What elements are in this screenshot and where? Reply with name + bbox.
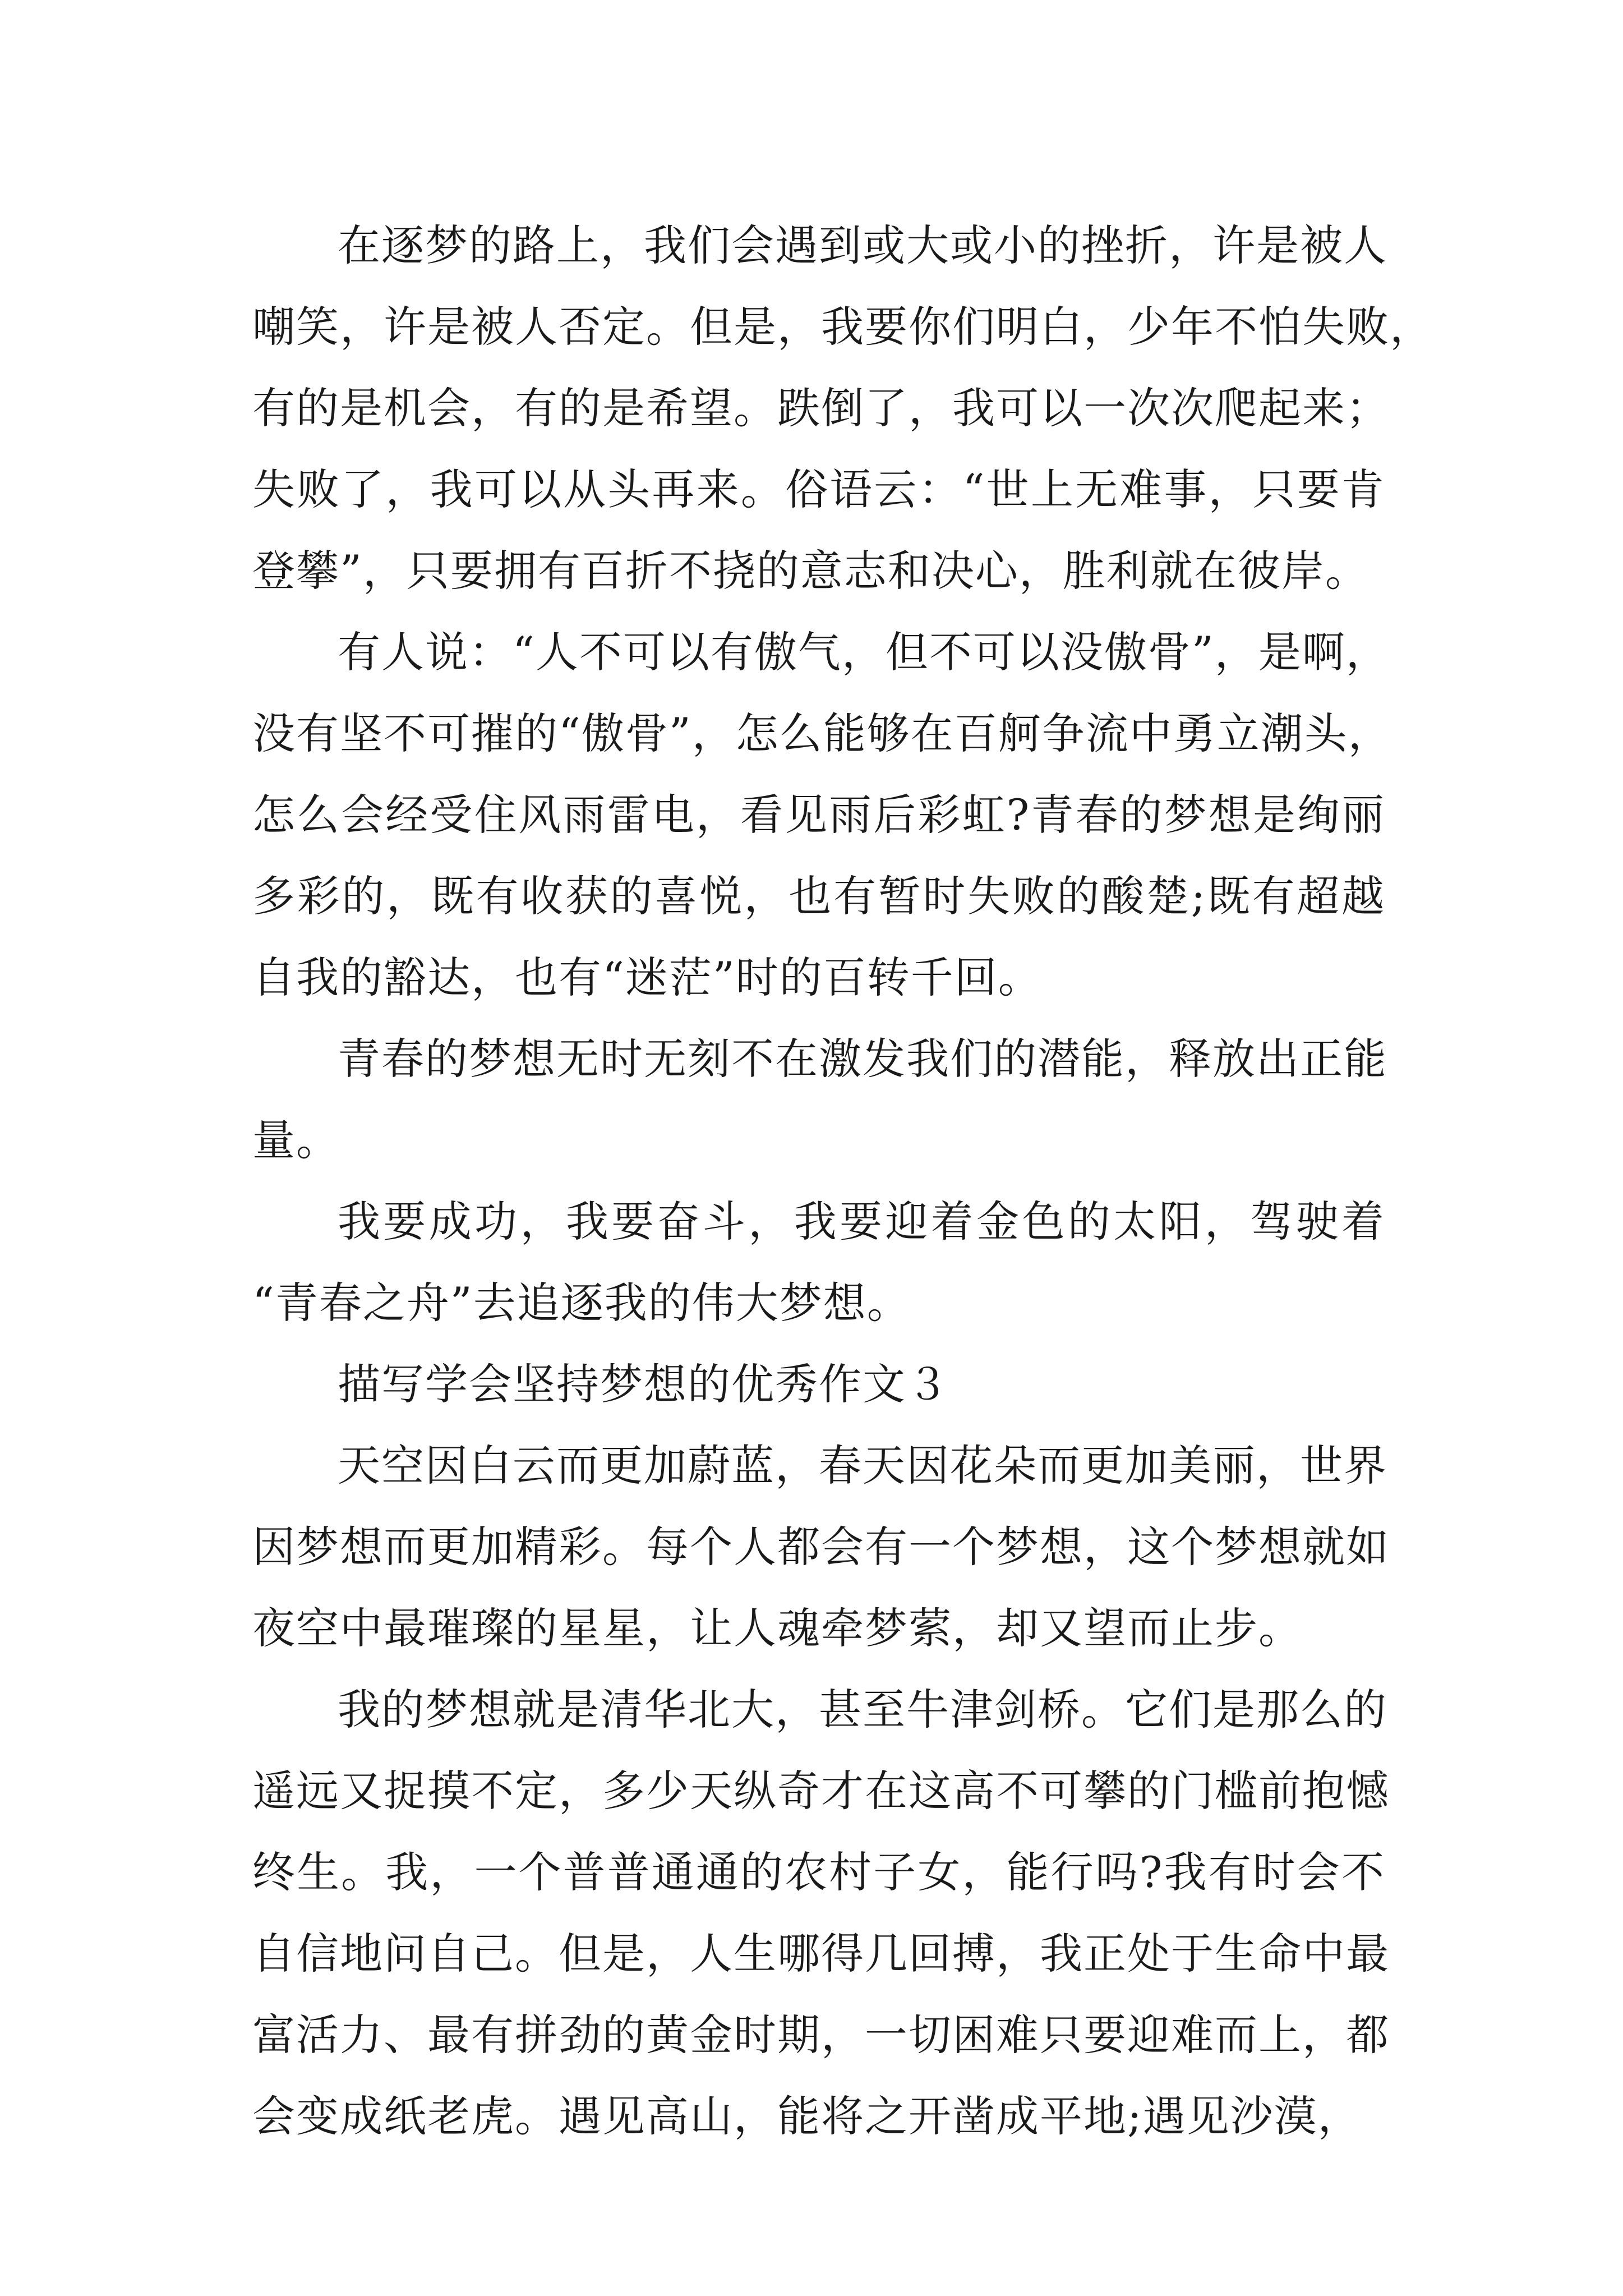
text-line: 我要成功，我要奋斗，我要迎着金色的太阳，驾驶着: [338, 1197, 1385, 1246]
paragraph-3: [252, 1018, 1385, 1181]
text-line: 青春的梦想无时无刻不在激发我们的潜能，释放出正能: [338, 1034, 1387, 1084]
text-line: 多彩的，既有收获的喜悦，也有暂时失败的酸楚;既有超越: [252, 871, 1385, 921]
text-line: 我的梦想就是清华北大，甚至牛津剑桥。它们是那么的: [338, 1685, 1387, 1734]
text-line: 终生。我，一个普普通通的农村子女，能行吗?我有时会不: [252, 1847, 1385, 1897]
paragraph-2: [252, 611, 1392, 1018]
text-line: 登攀”，只要拥有百折不挠的意志和决心，胜利就在彼岸。: [252, 546, 1369, 596]
text-line: 夜空中最璀璨的星星，让人魂牵梦萦，却又望而止步。: [252, 1603, 1302, 1653]
text-line: 怎么会经受住风雨雷电，看见雨后彩虹?青春的梦想是绚丽: [252, 790, 1385, 840]
text-line: 描写学会坚持梦想的优秀作文３: [338, 1359, 950, 1409]
text-line: 没有坚不可摧的“傲骨”，怎么能够在百舸争流中勇立潮头，: [252, 708, 1392, 758]
text-line: 因梦想而更加精彩。每个人都会有一个梦想，这个梦想就如: [252, 1522, 1390, 1572]
text-line: 量。: [252, 1115, 340, 1165]
paragraph-6: [252, 1425, 1390, 1669]
paragraph-1: [252, 205, 1433, 611]
text-line: 天空因白云而更加蔚蓝，春天因花朵而更加美丽，世界: [338, 1441, 1387, 1490]
text-line: 自信地问自己。但是，人生哪得几回搏，我正处于生命中最: [252, 1929, 1390, 1978]
paragraph-5: [252, 1343, 1385, 1425]
document-body: [252, 205, 1433, 2157]
paragraph-7: [252, 1669, 1390, 2157]
text-line: “青春之舟”去追逐我的伟大梦想。: [252, 1278, 911, 1328]
text-line: 遥远又捉摸不定，多少天纵奇才在这高不可攀的门槛前抱憾: [252, 1766, 1390, 1816]
text-line: 嘲笑，许是被人否定。但是，我要你们明白，少年不怕失败，: [252, 302, 1433, 352]
text-line: 富活力、最有拼劲的黄金时期，一切困难只要迎难而上，都: [252, 2010, 1390, 2060]
text-line: 有人说：“人不可以有傲气，但不可以没傲骨”，是啊，: [338, 627, 1390, 677]
text-line: 自我的豁达，也有“迷茫”时的百转千回。: [252, 953, 1042, 1002]
text-line: 在逐梦的路上，我们会遇到或大或小的挫折，许是被人: [338, 220, 1387, 270]
paragraph-4: [252, 1181, 1385, 1343]
text-line: 失败了，我可以从头再来。俗语云：“世上无难事，只要肯: [252, 464, 1385, 514]
text-line: 有的是机会，有的是希望。跌倒了，我可以一次次爬起来；: [252, 383, 1390, 433]
text-line: 会变成纸老虎。遇见高山，能将之开凿成平地;遇见沙漠，: [252, 2091, 1362, 2141]
